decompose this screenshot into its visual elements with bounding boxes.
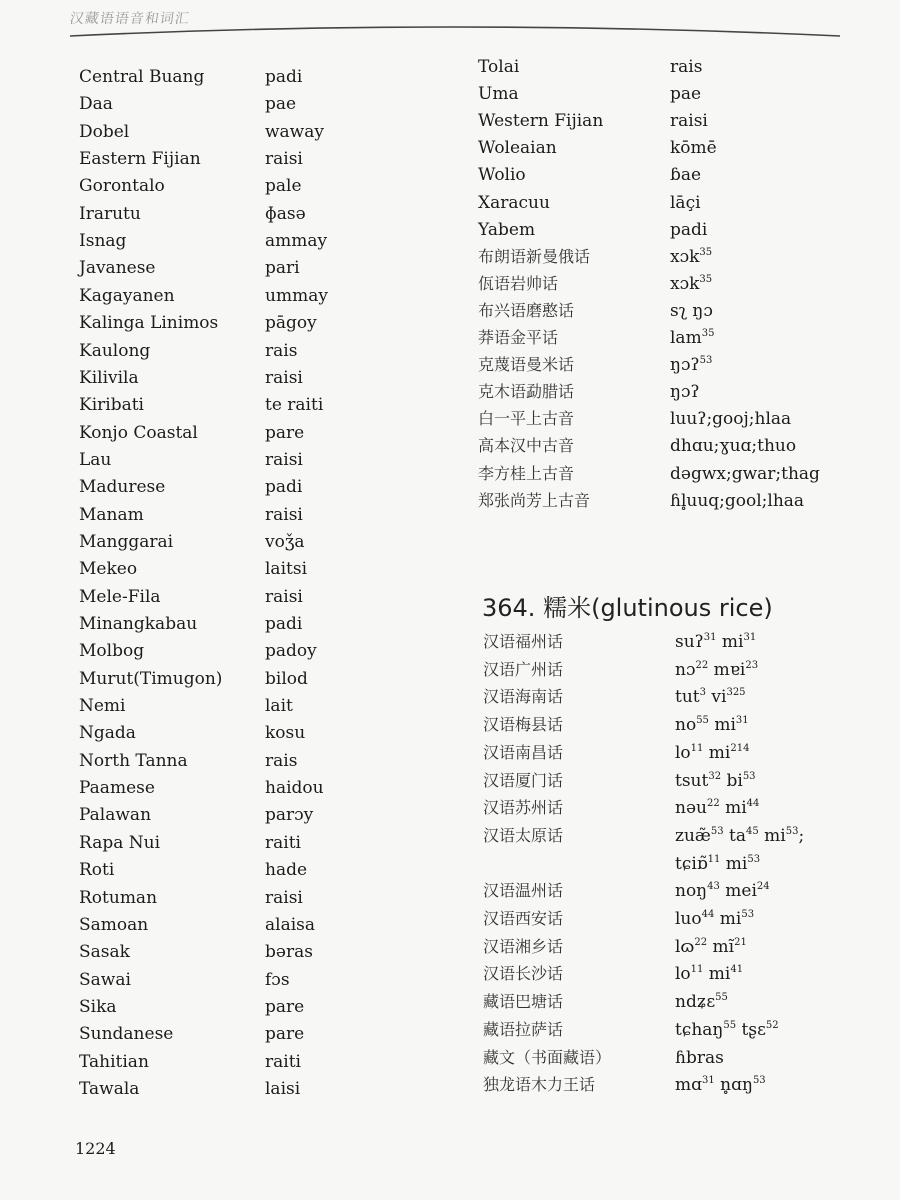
page-number: 1224: [75, 1139, 116, 1158]
word-form: te raiti: [265, 395, 324, 416]
language-name: 克木语勐腊话: [478, 382, 575, 402]
word-form: padi: [265, 67, 303, 87]
word-form: pare: [265, 1024, 305, 1045]
language-name: Molbog: [79, 641, 145, 662]
language-name: 汉语温州话: [483, 881, 564, 901]
language-name: 汉语梅县话: [483, 715, 564, 735]
word-form: laisi: [265, 1078, 301, 1099]
word-form: rais: [670, 57, 703, 77]
word-form: alaisa: [265, 914, 316, 935]
language-name: Palawan: [79, 805, 152, 826]
word-form: dhɑu;ɣuɑ;thuo: [670, 436, 797, 457]
language-name: Eastern Fijian: [79, 149, 201, 170]
word-form: bəras: [265, 942, 313, 963]
word-form: rais: [265, 340, 298, 361]
word-form: $lo^{11}$ $mi^{214}$: [675, 742, 750, 763]
word-form: voǯa: [265, 531, 305, 552]
language-name: 汉语太原话: [483, 825, 564, 845]
word-form: raisi: [265, 449, 303, 470]
word-form: raisi: [265, 149, 303, 170]
word-form: padi: [670, 219, 708, 240]
language-name: 汉语福州话: [483, 632, 564, 651]
language-name: Roti: [79, 860, 115, 881]
word-form: sʅ ŋɔ: [670, 300, 713, 321]
word-form: raisi: [670, 111, 708, 132]
word-form: pae: [265, 94, 297, 115]
language-name: 布兴语磨憨话: [478, 300, 575, 320]
word-form: lait: [265, 696, 293, 717]
word-form: waway: [265, 121, 324, 142]
word-form: raisi: [265, 887, 303, 908]
word-form: luo$^{44}$ $mi^{53}$: [675, 909, 755, 929]
word-form: lam$^{35}$: [670, 328, 715, 348]
word-form: ɓae: [670, 165, 702, 186]
word-form: tɕiɒ̃$^{11}$ $mi^{53}$: [675, 853, 761, 874]
running-header: 汉藏语语音和词汇: [68, 11, 191, 27]
language-name: Javanese: [79, 258, 156, 279]
word-form: pari: [265, 258, 300, 279]
word-form: haidou: [265, 778, 324, 799]
language-name: Wolio: [478, 165, 526, 186]
language-name: Kalinga Linimos: [79, 313, 219, 334]
word-form: parɔy: [265, 805, 314, 826]
language-name: Uma: [478, 84, 519, 105]
word-form: dəgwx;gwar;thag: [670, 463, 820, 484]
language-name: North Tanna: [79, 750, 188, 771]
word-form: lāçi: [670, 192, 701, 213]
language-name: Manggarai: [79, 531, 174, 552]
language-name: 独龙语木力王话: [483, 1075, 596, 1095]
word-form: ŋɔʔ$^{53}$: [670, 355, 713, 376]
word-form: pare: [265, 996, 305, 1017]
word-form: bilod: [265, 668, 308, 689]
word-form: nɔ$^{22}$ mɐi$^{23}$: [675, 659, 759, 680]
word-form: $no^{55}$ $mi^{31}$: [675, 715, 749, 736]
language-name: 汉语西安话: [483, 909, 564, 928]
section-title-zh: 糯米: [543, 594, 592, 622]
language-name: 布朗语新曼俄话: [478, 246, 591, 266]
language-name: Murut(Timugon): [79, 668, 223, 689]
language-name: Paamese: [79, 778, 155, 799]
word-form: ɦl̥uuq;gool;lhaa: [670, 490, 805, 511]
language-name: Mele-Fila: [79, 586, 161, 607]
word-form: fɔs: [265, 969, 290, 990]
word-form: pāgoy: [265, 313, 317, 334]
language-name: Tawala: [79, 1078, 140, 1099]
language-name: Konjo Coastal: [79, 422, 198, 443]
word-form: tsut$^{32}$ $bi^{53}$: [675, 770, 756, 791]
language-name: Manam: [79, 504, 144, 525]
word-form: pare: [265, 422, 305, 443]
language-name: 汉语长沙话: [483, 964, 564, 984]
language-name: 白一平上古音: [478, 409, 575, 429]
word-form: raisi: [265, 504, 303, 525]
word-form: padoy: [265, 641, 317, 662]
language-name: Minangkabau: [79, 614, 198, 634]
section-title-en: (glutinous rice): [591, 594, 773, 622]
language-name: 汉语湘乡话: [483, 936, 564, 956]
word-form: rais: [265, 750, 298, 771]
word-form: xɔk$^{35}$: [670, 273, 713, 294]
language-name: Gorontalo: [79, 176, 165, 197]
word-form: luuʔ;gooj;hlaa: [670, 409, 792, 430]
language-name: Isnag: [79, 231, 127, 252]
language-name: Tolai: [478, 57, 520, 77]
language-name: Kagayanen: [79, 285, 175, 306]
language-name: 汉语海南话: [483, 687, 564, 707]
language-name: Kaulong: [79, 340, 151, 361]
language-name: Ngada: [79, 723, 136, 744]
language-name: Irarutu: [79, 203, 141, 224]
language-name: 高本汉中古音: [478, 436, 575, 456]
language-name: Kiribati: [79, 395, 144, 416]
language-name: 藏语巴塘话: [483, 992, 564, 1012]
language-name: Sasak: [79, 942, 130, 963]
language-name: Dobel: [79, 121, 130, 142]
language-name: Western Fijian: [478, 111, 604, 132]
word-form: zuæ̃$^{53}$ $ta^{45}$ $mi^{53}$;: [675, 825, 805, 846]
word-form: noŋ$^{43}$ mei$^{24}$: [675, 881, 770, 902]
word-form: hade: [265, 860, 308, 881]
language-name: Rapa Nui: [79, 832, 161, 853]
language-name: Nemi: [79, 696, 126, 717]
word-form: kōmē: [670, 138, 717, 159]
language-name: 汉语苏州话: [483, 798, 564, 818]
word-form: ɸasə: [265, 203, 306, 224]
word-form: nəu$^{22}$ $mi^{44}$: [675, 798, 760, 819]
language-name: Rotuman: [79, 887, 158, 908]
language-name: 郑张尚芳上古音: [478, 490, 591, 510]
word-form: suʔ$^{31}$ $mi^{31}$: [675, 632, 757, 652]
language-name: Mekeo: [79, 559, 138, 580]
language-name: 克蔑语曼米话: [478, 355, 575, 375]
word-form: laitsi: [265, 559, 308, 580]
word-form: ɦbras: [675, 1047, 724, 1068]
word-form: $lo^{11}$ $mi^{41}$: [675, 964, 744, 985]
word-form: pae: [670, 84, 702, 105]
section-heading: [482, 588, 773, 623]
language-name: Tahitian: [79, 1051, 149, 1072]
language-name: Lau: [79, 449, 112, 470]
word-form: ammay: [265, 231, 328, 252]
section-number: 364.: [482, 594, 536, 622]
language-name: Yabem: [478, 219, 536, 240]
language-name: Xaracuu: [478, 192, 550, 213]
word-form: lɷ$^{22}$ $mĩ^{21}$: [675, 936, 747, 957]
language-name: Samoan: [79, 914, 149, 935]
language-name: 藏文（书面藏语）: [483, 1047, 612, 1067]
word-form: ndʑɛ$^{55}$: [675, 992, 728, 1013]
language-name: Sawai: [79, 969, 131, 990]
language-name: 藏语拉萨话: [483, 1019, 564, 1039]
word-form: ŋɔʔ: [670, 382, 700, 403]
word-form: tut$^3$ $vi^{325}$: [675, 687, 746, 708]
word-form: raisi: [265, 367, 303, 388]
word-form: raiti: [265, 832, 301, 853]
word-form: mɑ$^{31}$ n̥ɑŋ$^{53}$: [675, 1075, 766, 1096]
language-name: Daa: [79, 94, 113, 115]
word-form: pale: [265, 176, 302, 197]
language-name: 莽语金平话: [478, 328, 559, 347]
language-name: Woleaian: [478, 138, 557, 159]
language-name: Central Buang: [79, 67, 205, 87]
header-rule: [70, 14, 840, 44]
language-name: 李方桂上古音: [478, 463, 575, 483]
word-form: tɕhaŋ$^{55}$ tʂɛ$^{52}$: [675, 1019, 779, 1040]
language-name: 汉语广州话: [483, 659, 564, 679]
word-form: padi: [265, 477, 303, 498]
language-name: 汉语南昌话: [483, 742, 564, 762]
word-form: raisi: [265, 586, 303, 607]
word-form: padi: [265, 614, 303, 634]
word-form: ummay: [265, 285, 328, 306]
language-name: 汉语厦门话: [483, 770, 564, 790]
language-name: 佤语岩帅话: [478, 273, 559, 293]
word-form: xɔk$^{35}$: [670, 246, 713, 267]
language-name: Kilivila: [79, 367, 139, 388]
language-name: Sundanese: [79, 1024, 174, 1045]
word-form: kosu: [265, 723, 306, 744]
language-name: Madurese: [79, 477, 166, 498]
language-name: Sika: [79, 996, 117, 1017]
word-form: raiti: [265, 1051, 301, 1072]
